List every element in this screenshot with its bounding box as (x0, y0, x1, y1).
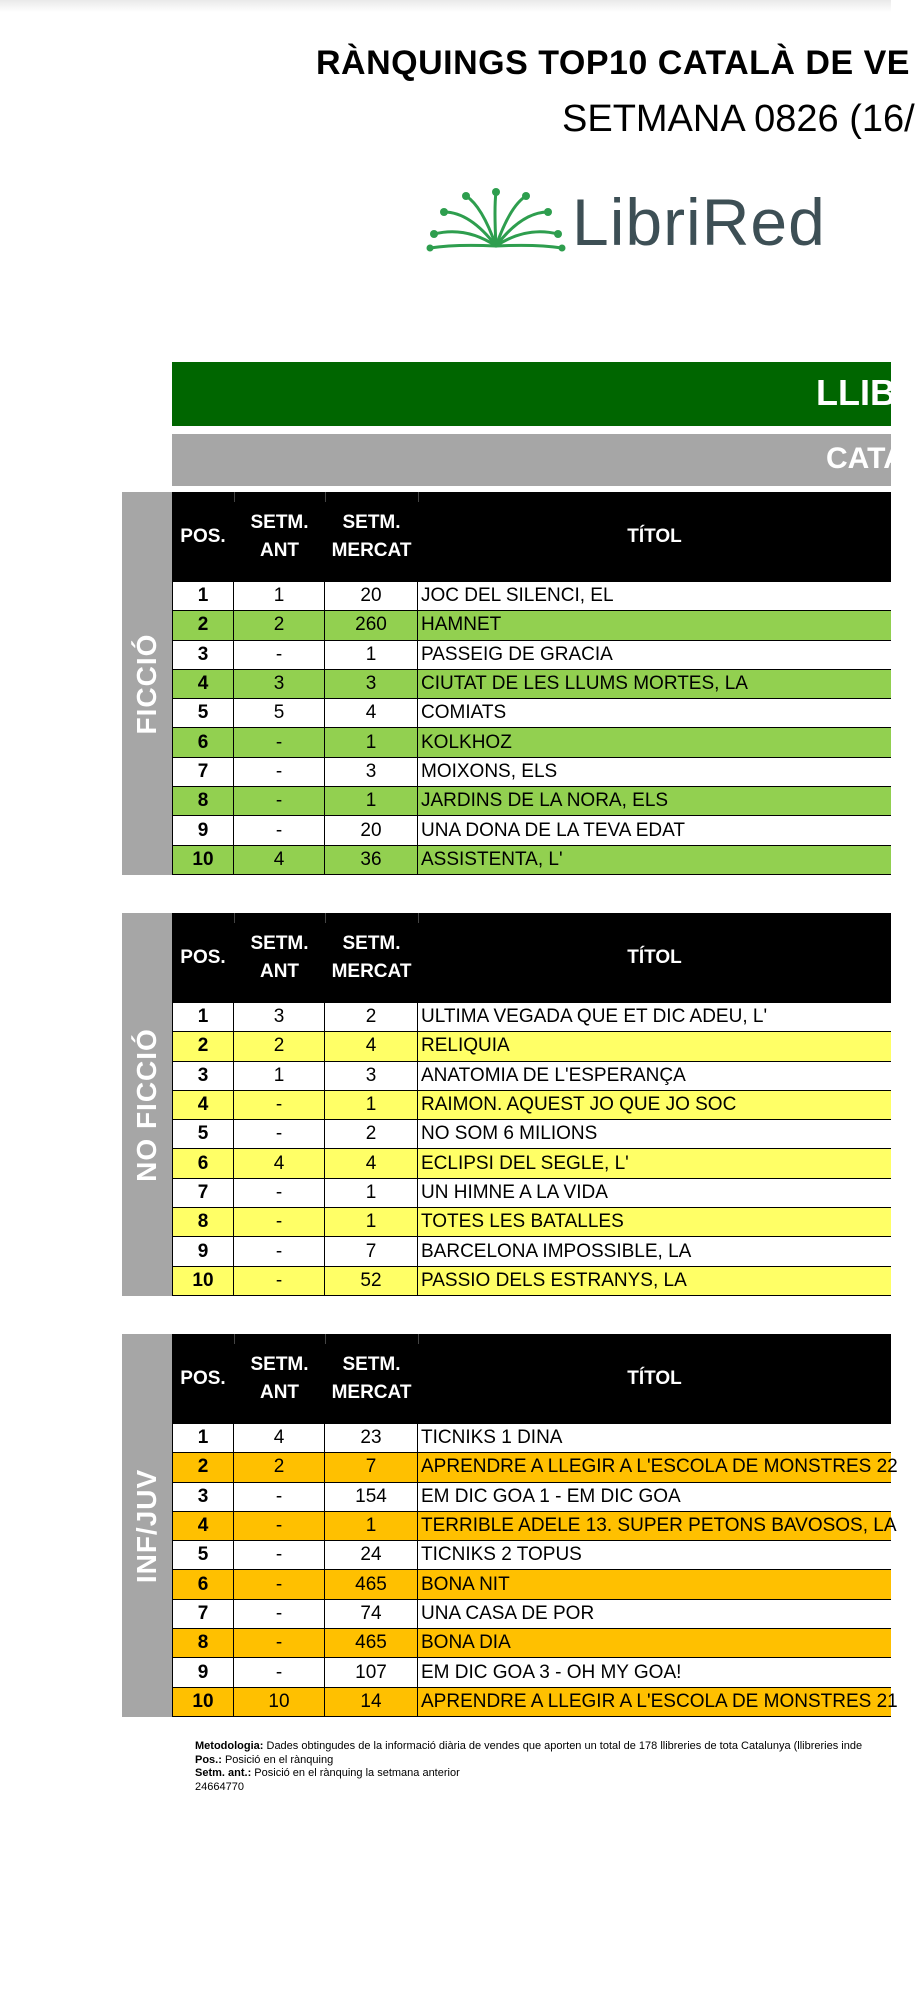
weeks-on-market: 465 (325, 1629, 418, 1657)
weeks-on-market: 14 (325, 1688, 418, 1716)
rank-position: 8 (172, 1629, 234, 1657)
previous-week-rank: - (234, 641, 325, 669)
rank-position: 5 (172, 1541, 234, 1569)
table-row (172, 787, 891, 816)
table-row (172, 611, 891, 640)
book-title: KOLKHOZ (421, 731, 512, 753)
weeks-on-market: 1 (325, 641, 418, 669)
weeks-on-market: 2 (325, 1003, 418, 1031)
weeks-on-market: 7 (325, 1237, 418, 1265)
weeks-on-market: 36 (325, 846, 418, 874)
weeks-on-market: 1 (325, 1208, 418, 1236)
table-row (172, 728, 891, 757)
col-title-header: TÍTOL (627, 1367, 682, 1389)
book-title: PASSEIG DE GRACIA (421, 643, 613, 665)
col-prev-week-header: SETM. ANT (250, 511, 309, 561)
book-title: RELIQUIA (421, 1035, 510, 1057)
logo-wordmark: LibriRed (572, 185, 826, 259)
rank-position: 1 (172, 582, 234, 610)
col-title-header: TÍTOL (627, 525, 682, 547)
previous-week-rank: - (234, 1512, 325, 1540)
previous-week-rank: 3 (234, 670, 325, 698)
col-title-header: TÍTOL (627, 946, 682, 968)
previous-week-rank: 3 (234, 1003, 325, 1031)
rank-position: 6 (172, 728, 234, 756)
weeks-on-market: 4 (325, 699, 418, 727)
weeks-on-market: 7 (325, 1453, 418, 1481)
section-ficcio (122, 492, 891, 875)
table-row (172, 641, 891, 670)
previous-week-rank: - (234, 728, 325, 756)
table-row (172, 1541, 891, 1570)
section-side-label (122, 1334, 172, 1717)
book-title: TICNIKS 1 DINA (421, 1427, 563, 1449)
book-title: HAMNET (421, 614, 502, 636)
weeks-on-market: 465 (325, 1570, 418, 1598)
table-row (172, 1208, 891, 1237)
rank-position: 7 (172, 758, 234, 786)
rank-position: 3 (172, 1483, 234, 1511)
language-band-label: CATA (826, 442, 905, 475)
table-row (172, 1179, 891, 1208)
book-title: ASSISTENTA, L' (421, 848, 563, 870)
rank-position: 9 (172, 816, 234, 844)
language-band (172, 434, 905, 486)
book-title: ANATOMIA DE L'ESPERANÇA (421, 1064, 686, 1086)
col-market-header: SETM. MERCAT (331, 932, 412, 982)
previous-week-rank: 2 (234, 611, 325, 639)
book-title: BARCELONA IMPOSSIBLE, LA (421, 1240, 692, 1262)
book-title: TICNIKS 2 TOPUS (421, 1544, 582, 1566)
week-subtitle: SETMANA 0826 (16/ (562, 98, 915, 140)
section-no-ficcio (122, 913, 891, 1296)
rank-position: 4 (172, 1512, 234, 1540)
table-row (172, 1453, 898, 1482)
weeks-on-market: 1 (325, 1512, 418, 1540)
book-title: MOIXONS, ELS (421, 760, 558, 782)
table-header (172, 492, 891, 581)
table-header (172, 913, 891, 1002)
previous-week-rank: 2 (234, 1453, 325, 1481)
rank-position: 5 (172, 1120, 234, 1148)
previous-week-rank: - (234, 1267, 325, 1295)
book-title: PASSIO DELS ESTRANYS, LA (421, 1269, 687, 1291)
rank-position: 9 (172, 1658, 234, 1686)
rank-position: 2 (172, 1032, 234, 1060)
col-market-header: SETM. MERCAT (331, 1353, 412, 1403)
book-title: TOTES LES BATALLES (421, 1211, 624, 1233)
weeks-on-market: 23 (325, 1424, 418, 1452)
previous-week-rank: - (234, 1600, 325, 1628)
table-row (172, 1658, 891, 1687)
rank-position: 8 (172, 787, 234, 815)
section-label: FICCIÓ (131, 633, 162, 734)
rank-position: 5 (172, 699, 234, 727)
previous-week-rank: - (234, 758, 325, 786)
weeks-on-market: 1 (325, 787, 418, 815)
methodology-note: Metodologia: Dades obtingudes de la informació diària de vendes que aporten un total de 178 llibreries de tota Catalunya (llibreries inde (195, 1740, 863, 1752)
rank-position: 6 (172, 1149, 234, 1177)
rank-position: 4 (172, 670, 234, 698)
book-title: UNA CASA DE POR (421, 1602, 595, 1624)
previous-week-rank: - (234, 1091, 325, 1119)
book-title: APRENDRE A LLEGIR A L'ESCOLA DE MONSTRES 21 (421, 1690, 898, 1712)
table-row (172, 846, 891, 875)
table-row (172, 1149, 891, 1178)
col-pos-header: POS. (180, 1367, 226, 1389)
previous-week-rank: - (234, 1570, 325, 1598)
previous-week-rank: - (234, 1483, 325, 1511)
previous-week-rank: 1 (234, 582, 325, 610)
weeks-on-market: 2 (325, 1120, 418, 1148)
book-title: RAIMON. AQUEST JO QUE JO SOC (421, 1094, 737, 1116)
previous-week-rank: 4 (234, 1149, 325, 1177)
previous-week-rank: - (234, 1120, 325, 1148)
book-title: JARDINS DE LA NORA, ELS (421, 790, 669, 812)
rank-position: 10 (172, 1688, 234, 1716)
rank-position: 10 (172, 1267, 234, 1295)
weeks-on-market: 3 (325, 670, 418, 698)
rank-position: 9 (172, 1237, 234, 1265)
weeks-on-market: 24 (325, 1541, 418, 1569)
weeks-on-market: 4 (325, 1149, 418, 1177)
col-market-header: SETM. MERCAT (331, 511, 412, 561)
table-row (172, 1600, 891, 1629)
book-title: BONA DIA (421, 1632, 511, 1654)
col-pos-header: POS. (180, 525, 226, 547)
weeks-on-market: 154 (325, 1483, 418, 1511)
table-row (172, 582, 891, 611)
ranking-rows (172, 581, 891, 875)
book-title: UN HIMNE A LA VIDA (421, 1181, 608, 1203)
weeks-on-market: 3 (325, 758, 418, 786)
previous-week-rank: 4 (234, 1424, 325, 1452)
previous-week-rank: - (234, 1179, 325, 1207)
page-title: RÀNQUINGS TOP10 CATALÀ DE VE (316, 44, 910, 82)
weeks-on-market: 260 (325, 611, 418, 639)
weeks-on-market: 107 (325, 1658, 418, 1686)
weeks-on-market: 3 (325, 1062, 418, 1090)
rank-position: 8 (172, 1208, 234, 1236)
book-title: TERRIBLE ADELE 13. SUPER PETONS BAVOSOS, LA (421, 1515, 897, 1537)
table-row (172, 1512, 897, 1541)
previous-week-rank: 10 (234, 1688, 325, 1716)
rank-position: 4 (172, 1091, 234, 1119)
weeks-on-market: 4 (325, 1032, 418, 1060)
table-row (172, 1483, 891, 1512)
top-edge (0, 0, 891, 12)
col-prev-week-header: SETM. ANT (250, 1353, 309, 1403)
rank-position: 10 (172, 846, 234, 874)
weeks-on-market: 1 (325, 1179, 418, 1207)
book-title: CIUTAT DE LES LLUMS MORTES, LA (421, 673, 748, 695)
librired-logo (426, 186, 886, 258)
previous-week-rank: - (234, 1541, 325, 1569)
category-band-label: LLIBR (816, 372, 922, 413)
book-title: EM DIC GOA 1 - EM DIC GOA (421, 1485, 681, 1507)
rank-position: 6 (172, 1570, 234, 1598)
book-title: EM DIC GOA 3 - OH MY GOA! (421, 1661, 682, 1683)
ranking-rows (172, 1002, 891, 1296)
rank-position: 7 (172, 1179, 234, 1207)
table-row (172, 1003, 891, 1032)
previous-week-rank: - (234, 1658, 325, 1686)
previous-week-rank: - (234, 1208, 325, 1236)
book-title: BONA NIT (421, 1573, 510, 1595)
previous-week-rank: 5 (234, 699, 325, 727)
table-row (172, 1032, 891, 1061)
rank-position: 2 (172, 611, 234, 639)
col-prev-week-header: SETM. ANT (250, 932, 309, 982)
rank-position: 3 (172, 641, 234, 669)
section-side-label (122, 492, 172, 875)
rank-position: 3 (172, 1062, 234, 1090)
ranking-rows (172, 1423, 898, 1717)
table-row (172, 1120, 891, 1149)
rank-position: 7 (172, 1600, 234, 1628)
previous-week-rank: - (234, 787, 325, 815)
previous-week-rank: - (234, 1237, 325, 1265)
weeks-on-market: 1 (325, 728, 418, 756)
previous-week-rank: 4 (234, 846, 325, 874)
table-row (172, 1091, 891, 1120)
weeks-on-market: 20 (325, 582, 418, 610)
weeks-on-market: 20 (325, 816, 418, 844)
table-row (172, 1424, 891, 1453)
section-inf-juv (122, 1334, 898, 1717)
table-row (172, 1570, 891, 1599)
weeks-on-market: 1 (325, 1091, 418, 1119)
prev-week-note: Setm. ant.: Posició en el rànquing la setmana anterior (195, 1767, 460, 1779)
table-row (172, 1062, 891, 1091)
table-row (172, 1629, 891, 1658)
book-title: UNA DONA DE LA TEVA EDAT (421, 819, 685, 841)
book-title: ULTIMA VEGADA QUE ET DIC ADEU, L' (421, 1006, 768, 1028)
col-pos-header: POS. (180, 946, 226, 968)
book-title: ECLIPSI DEL SEGLE, L' (421, 1152, 629, 1174)
table-row (172, 670, 891, 699)
table-row (172, 1267, 891, 1296)
previous-week-rank: 2 (234, 1032, 325, 1060)
table-row (172, 1688, 898, 1717)
category-band (172, 362, 922, 426)
rank-position: 1 (172, 1424, 234, 1452)
section-label: NO FICCIÓ (131, 1027, 162, 1182)
table-row (172, 699, 891, 728)
table-header (172, 1334, 891, 1423)
previous-week-rank: - (234, 816, 325, 844)
book-title: COMIATS (421, 702, 507, 724)
table-row (172, 1237, 891, 1266)
section-label: INF/JUV (131, 1468, 162, 1583)
book-title: APRENDRE A LLEGIR A L'ESCOLA DE MONSTRES 22 (421, 1456, 898, 1478)
book-title: NO SOM 6 MILIONS (421, 1123, 598, 1145)
rank-position: 1 (172, 1003, 234, 1031)
section-side-label (122, 913, 172, 1296)
footnotes (195, 1740, 891, 1794)
pos-note: Pos.: Posició en el rànquing (195, 1753, 334, 1766)
table-row (172, 816, 891, 845)
report-code: 24664770 (195, 1780, 244, 1793)
fountain-logo-icon (426, 186, 566, 258)
previous-week-rank: - (234, 1629, 325, 1657)
weeks-on-market: 52 (325, 1267, 418, 1295)
rank-position: 2 (172, 1453, 234, 1481)
table-row (172, 758, 891, 787)
book-title: JOC DEL SILENCI, EL (421, 585, 614, 607)
weeks-on-market: 74 (325, 1600, 418, 1628)
previous-week-rank: 1 (234, 1062, 325, 1090)
